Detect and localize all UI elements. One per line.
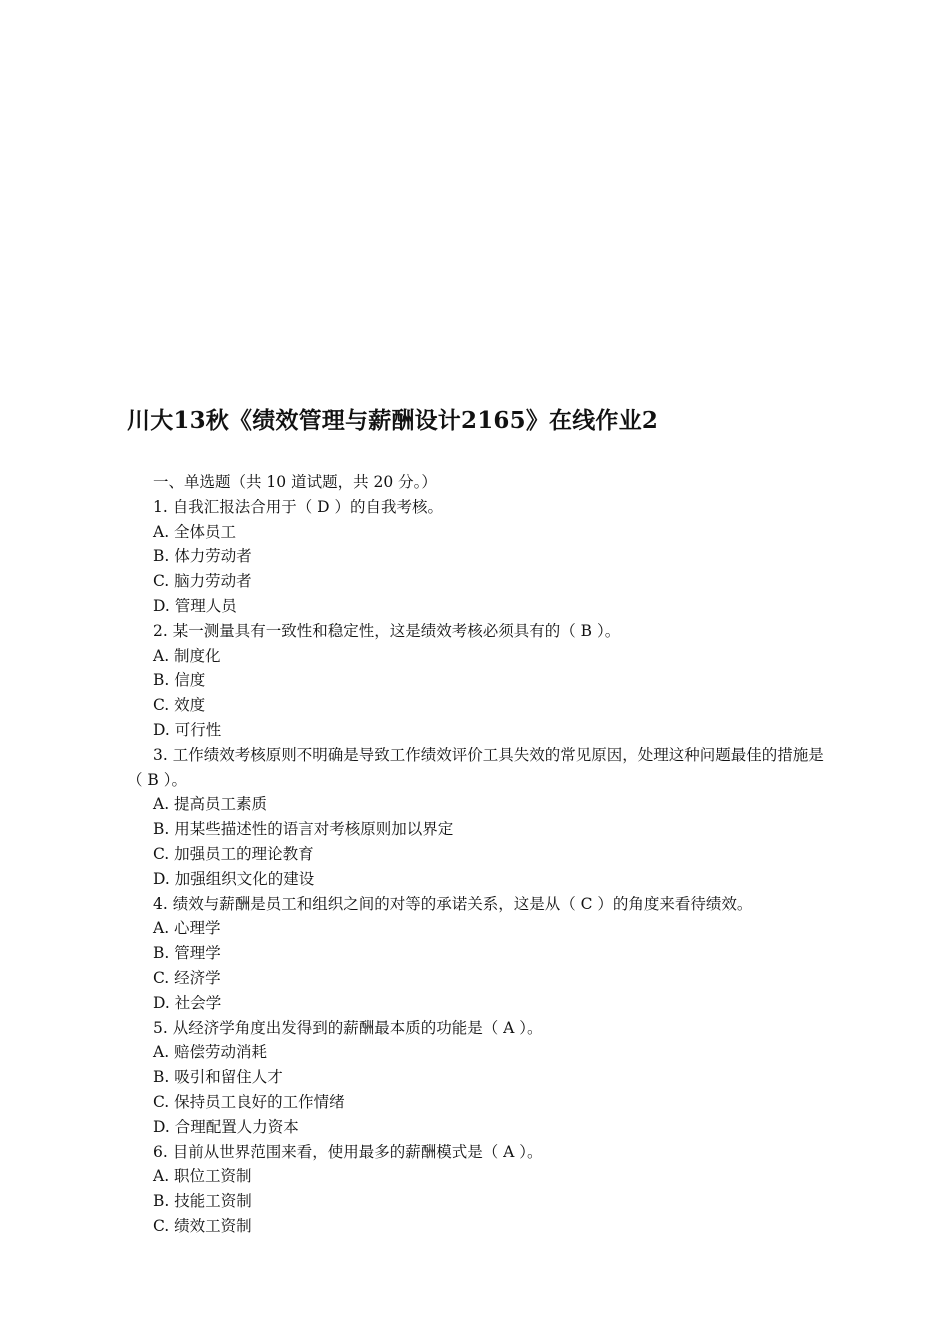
option-b: B. 用某些描述性的语言对考核原则加以界定 xyxy=(153,820,454,839)
question-list xyxy=(127,470,839,1239)
option-a: A. 全体员工 xyxy=(153,522,237,541)
question-stem: 1. 自我汇报法合用于（ D ）的自我考核。 xyxy=(153,497,443,516)
option-a: A. 提高员工素质 xyxy=(153,795,268,814)
section-header: 一、单选题（共 10 道试题，共 20 分。） xyxy=(153,473,437,491)
question-stem: 3. 工作绩效考核原则不明确是导致工作绩效评价工具失效的常见原因，处理这种问题最佳的措施是（ B ）。 xyxy=(127,745,824,789)
option-b: B. 体力劳动者 xyxy=(153,547,252,566)
option-d: D. 可行性 xyxy=(153,720,222,739)
option-d: D. 管理人员 xyxy=(153,596,237,615)
option-c: C. 绩效工资制 xyxy=(153,1216,252,1235)
question-stem: 4. 绩效与薪酬是员工和组织之间的对等的承诺关系，这是从（ C ）的角度来看待绩效。 xyxy=(153,894,753,913)
option-a: A. 赔偿劳动消耗 xyxy=(153,1043,268,1062)
option-b: B. 信度 xyxy=(153,671,206,690)
option-a: A. 制度化 xyxy=(153,646,221,665)
option-b: B. 吸引和留住人才 xyxy=(153,1068,283,1087)
option-c: C. 效度 xyxy=(153,696,206,715)
option-c: C. 保持员工良好的工作情绪 xyxy=(153,1092,345,1111)
option-c: C. 加强员工的理论教育 xyxy=(153,844,314,863)
question-stem: 6. 目前从世界范围来看，使用最多的薪酬模式是（ A ）。 xyxy=(153,1142,543,1161)
question-stem: 5. 从经济学角度出发得到的薪酬最本质的功能是（ A ）。 xyxy=(153,1018,543,1037)
document-title: 川大13秋《绩效管理与薪酬设计2165》在线作业2 xyxy=(127,407,659,434)
question-stem: 2. 某一测量具有一致性和稳定性，这是绩效考核必须具有的（ B ）。 xyxy=(153,621,621,640)
option-b: B. 管理学 xyxy=(153,944,221,963)
option-a: A. 职位工资制 xyxy=(153,1167,252,1186)
option-d: D. 社会学 xyxy=(153,993,222,1012)
option-c: C. 经济学 xyxy=(153,968,221,987)
option-d: D. 合理配置人力资本 xyxy=(153,1117,299,1136)
option-d: D. 加强组织文化的建设 xyxy=(153,869,315,888)
option-b: B. 技能工资制 xyxy=(153,1192,252,1211)
option-a: A. 心理学 xyxy=(153,919,221,938)
option-c: C. 脑力劳动者 xyxy=(153,572,252,591)
